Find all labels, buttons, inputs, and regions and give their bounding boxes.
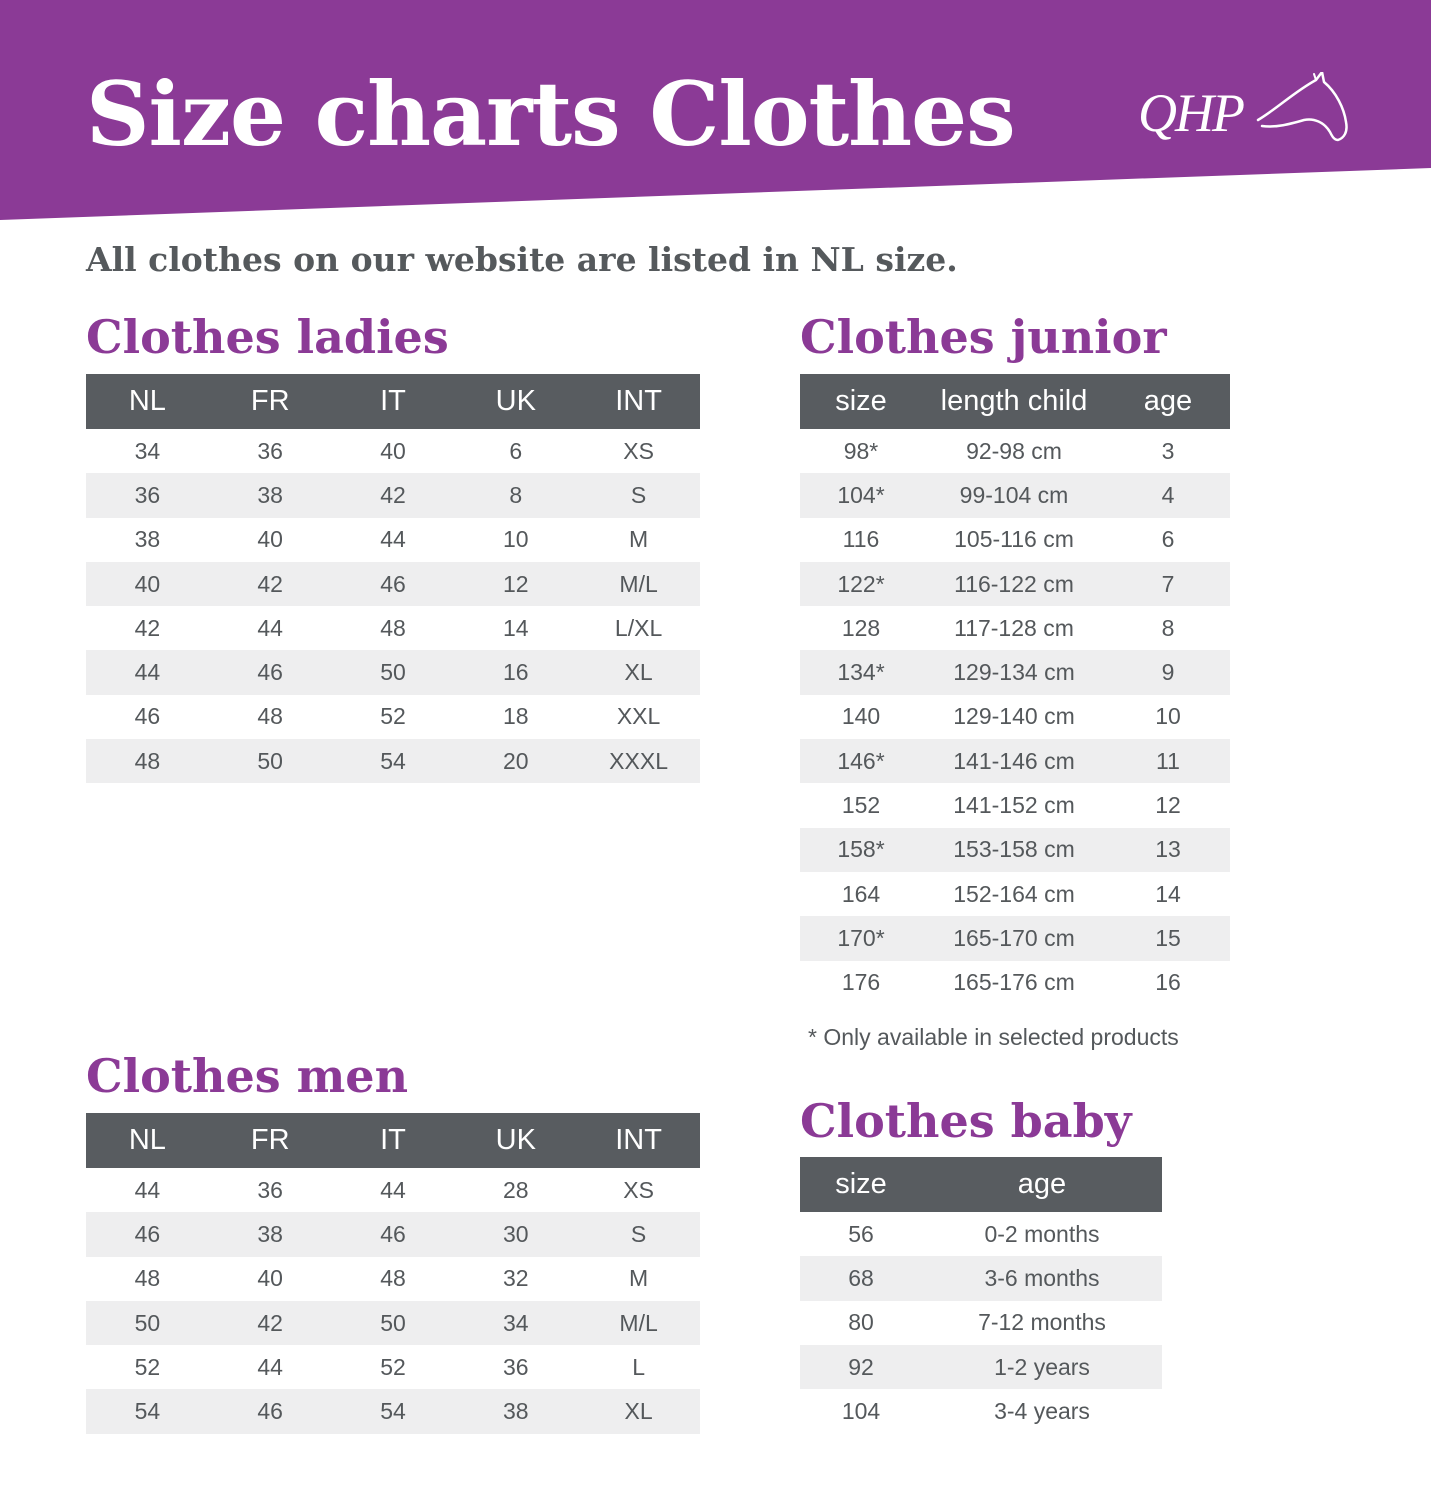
table-cell: 8	[1161, 614, 1175, 641]
table-cell: 48	[257, 703, 283, 730]
table-row	[800, 916, 1230, 960]
junior-title: Clothes junior	[800, 310, 1167, 364]
junior-size-table	[800, 374, 1230, 1005]
table-cell: 36	[86, 473, 209, 517]
table-cell: 40	[380, 437, 406, 464]
table-cell: 165-170 cm	[922, 916, 1106, 960]
table-cell: 129-140 cm	[953, 703, 1075, 730]
table-cell: 104	[841, 1397, 881, 1424]
table-cell: 15	[1106, 916, 1230, 960]
table-cell: 46	[86, 1212, 209, 1256]
ladies-column-header: FR	[209, 374, 332, 429]
table-cell: 54	[332, 1389, 455, 1433]
table-row	[800, 518, 1230, 562]
table-row	[86, 1389, 700, 1433]
table-cell: 46	[134, 703, 161, 730]
table-row	[800, 1212, 1162, 1256]
table-cell: 152-164 cm	[953, 880, 1075, 907]
table-row	[800, 1256, 1162, 1300]
ladies-header-row	[86, 374, 700, 429]
table-row	[86, 1345, 700, 1389]
men-header-row	[86, 1113, 700, 1168]
table-cell: XS	[623, 437, 654, 464]
table-cell: 48	[134, 1265, 161, 1292]
table-cell: 18	[502, 703, 529, 730]
table-cell: 116	[842, 526, 880, 553]
table-row	[86, 429, 700, 473]
men-size-table	[86, 1113, 700, 1434]
table-row	[86, 1212, 700, 1256]
table-cell: 52	[134, 1353, 161, 1380]
table-cell: 0-2 months	[984, 1220, 1100, 1247]
table-cell: 42	[134, 614, 161, 641]
table-row	[800, 828, 1230, 872]
table-cell: 40	[86, 562, 209, 606]
table-cell: 141-146 cm	[922, 739, 1106, 783]
table-cell: 52	[380, 1353, 406, 1380]
intro-text: All clothes on our website are listed in NL size.	[86, 240, 958, 279]
table-cell: 14	[502, 614, 529, 641]
table-row	[86, 1257, 700, 1301]
junior-column-header: length child	[922, 374, 1106, 429]
table-cell: 12	[1155, 792, 1181, 819]
logo-text: QHP	[1138, 83, 1243, 143]
table-row	[86, 606, 700, 650]
table-cell: 10	[502, 526, 529, 553]
table-cell: 44	[257, 1353, 283, 1380]
table-row	[86, 1168, 700, 1212]
ladies-column-header: UK	[454, 374, 577, 429]
junior-column-header: size	[800, 374, 922, 429]
table-row	[800, 429, 1230, 473]
table-cell: 38	[454, 1389, 577, 1433]
table-cell: 146*	[800, 739, 922, 783]
table-cell: 40	[257, 1265, 283, 1292]
table-cell: 6	[509, 437, 523, 464]
table-cell: 92	[800, 1345, 922, 1389]
table-cell: L/XL	[614, 614, 663, 641]
table-row	[800, 695, 1230, 739]
table-cell: 1-2 years	[922, 1345, 1162, 1389]
table-cell: 3-6 months	[922, 1256, 1162, 1300]
table-cell: 16	[454, 650, 577, 694]
table-cell: 128	[841, 614, 881, 641]
table-cell: 46	[209, 650, 332, 694]
table-cell: 140	[841, 703, 881, 730]
table-cell: 122*	[800, 562, 922, 606]
table-row	[86, 473, 700, 517]
table-cell: M/L	[577, 562, 700, 606]
table-cell: 48	[380, 614, 406, 641]
table-cell: XXL	[616, 703, 661, 730]
table-cell: 42	[209, 1301, 332, 1345]
table-cell: 44	[380, 526, 406, 553]
table-cell: 54	[86, 1389, 209, 1433]
table-cell: M	[629, 526, 649, 553]
table-cell: 92-98 cm	[966, 437, 1062, 464]
table-cell: 158*	[800, 828, 922, 872]
baby-header-row	[800, 1157, 1162, 1212]
table-cell: 4	[1106, 473, 1230, 517]
table-cell: 56	[848, 1220, 874, 1247]
table-cell: 80	[848, 1309, 874, 1336]
ladies-column-header: INT	[577, 374, 700, 429]
junior-header-row	[800, 374, 1230, 429]
table-cell: M/L	[577, 1301, 700, 1345]
table-cell: 32	[502, 1265, 529, 1292]
table-cell: XXXL	[577, 739, 700, 783]
table-cell: 9	[1106, 650, 1230, 694]
table-row	[800, 739, 1230, 783]
table-cell: 170*	[800, 916, 922, 960]
qhp-logo	[1138, 72, 1350, 156]
table-row	[86, 650, 700, 694]
table-cell: 117-128 cm	[954, 614, 1074, 641]
table-cell: 34	[134, 437, 161, 464]
table-cell: 42	[332, 473, 455, 517]
baby-title: Clothes baby	[800, 1094, 1132, 1148]
table-cell: 40	[257, 526, 283, 553]
table-cell: 38	[209, 473, 332, 517]
table-cell: 116-122 cm	[922, 562, 1106, 606]
table-cell: 44	[134, 1176, 161, 1203]
table-row	[800, 473, 1230, 517]
table-cell: 8	[454, 473, 577, 517]
table-cell: 165-176 cm	[953, 969, 1075, 996]
table-row	[86, 695, 700, 739]
table-cell: S	[577, 473, 700, 517]
junior-column-header: age	[1106, 374, 1230, 429]
table-row	[800, 1389, 1162, 1433]
table-cell: XS	[623, 1176, 654, 1203]
table-cell: 50	[332, 1301, 455, 1345]
table-cell: 48	[86, 739, 209, 783]
table-cell: XL	[577, 1389, 700, 1433]
table-row	[800, 783, 1230, 827]
table-row	[86, 518, 700, 562]
table-cell: 164	[841, 880, 881, 907]
table-cell: 16	[1155, 969, 1181, 996]
table-cell: 38	[209, 1212, 332, 1256]
table-row	[800, 1345, 1162, 1389]
table-cell: 104*	[800, 473, 922, 517]
table-cell: 68	[800, 1256, 922, 1300]
table-cell: 13	[1106, 828, 1230, 872]
junior-footnote: * Only available in selected products	[808, 1024, 1179, 1050]
table-cell: 7-12 months	[978, 1309, 1106, 1336]
table-cell: 10	[1155, 703, 1181, 730]
table-cell: 3-4 years	[994, 1397, 1090, 1424]
men-column-header: IT	[332, 1113, 455, 1168]
men-column-header: NL	[86, 1113, 209, 1168]
table-cell: 50	[86, 1301, 209, 1345]
table-cell: 50	[209, 739, 332, 783]
table-cell: 28	[502, 1176, 529, 1203]
table-cell: 46	[332, 562, 455, 606]
ladies-column-header: NL	[86, 374, 209, 429]
table-cell: 44	[86, 650, 209, 694]
table-row	[800, 650, 1230, 694]
table-cell: 3	[1161, 437, 1175, 464]
table-cell: 98*	[843, 437, 879, 464]
table-cell: 44	[257, 614, 283, 641]
men-column-header: UK	[454, 1113, 577, 1168]
table-cell: L	[632, 1353, 645, 1380]
table-row	[800, 1301, 1162, 1345]
table-cell: 44	[380, 1176, 406, 1203]
table-row	[86, 562, 700, 606]
table-cell: 152	[841, 792, 881, 819]
table-cell: 12	[454, 562, 577, 606]
table-cell: 153-158 cm	[922, 828, 1106, 872]
table-cell: 99-104 cm	[922, 473, 1106, 517]
table-cell: 129-134 cm	[922, 650, 1106, 694]
table-cell: 30	[454, 1212, 577, 1256]
horse-head-icon	[1250, 72, 1350, 156]
table-cell: XL	[577, 650, 700, 694]
table-cell: 134*	[800, 650, 922, 694]
table-cell: 52	[380, 703, 406, 730]
table-cell: 6	[1161, 526, 1175, 553]
baby-column-header: size	[800, 1157, 922, 1212]
table-row	[86, 1301, 700, 1345]
page-title: Size charts Clothes	[86, 62, 1015, 166]
table-cell: S	[577, 1212, 700, 1256]
baby-size-table	[800, 1157, 1162, 1433]
table-cell: 36	[257, 437, 283, 464]
men-title: Clothes men	[86, 1049, 409, 1103]
table-cell: 46	[209, 1389, 332, 1433]
table-row	[86, 739, 700, 783]
table-cell: 36	[257, 1176, 283, 1203]
table-row	[800, 562, 1230, 606]
table-cell: 105-116 cm	[954, 526, 1074, 553]
table-cell: 38	[134, 526, 161, 553]
table-cell: 141-152 cm	[953, 792, 1075, 819]
table-cell: 14	[1155, 880, 1181, 907]
men-column-header: FR	[209, 1113, 332, 1168]
ladies-column-header: IT	[332, 374, 455, 429]
table-row	[800, 872, 1230, 916]
table-cell: 34	[454, 1301, 577, 1345]
table-cell: 11	[1106, 739, 1230, 783]
table-row	[800, 961, 1230, 1005]
table-cell: 50	[332, 650, 455, 694]
table-row	[800, 606, 1230, 650]
table-cell: 36	[502, 1353, 529, 1380]
table-cell: 48	[380, 1265, 406, 1292]
ladies-size-table	[86, 374, 700, 783]
table-cell: 42	[209, 562, 332, 606]
table-cell: 176	[841, 969, 881, 996]
ladies-title: Clothes ladies	[86, 310, 449, 364]
men-column-header: INT	[577, 1113, 700, 1168]
table-cell: 20	[454, 739, 577, 783]
table-cell: 7	[1106, 562, 1230, 606]
table-cell: 54	[332, 739, 455, 783]
table-cell: M	[629, 1265, 649, 1292]
baby-column-header: age	[922, 1157, 1162, 1212]
table-cell: 46	[332, 1212, 455, 1256]
